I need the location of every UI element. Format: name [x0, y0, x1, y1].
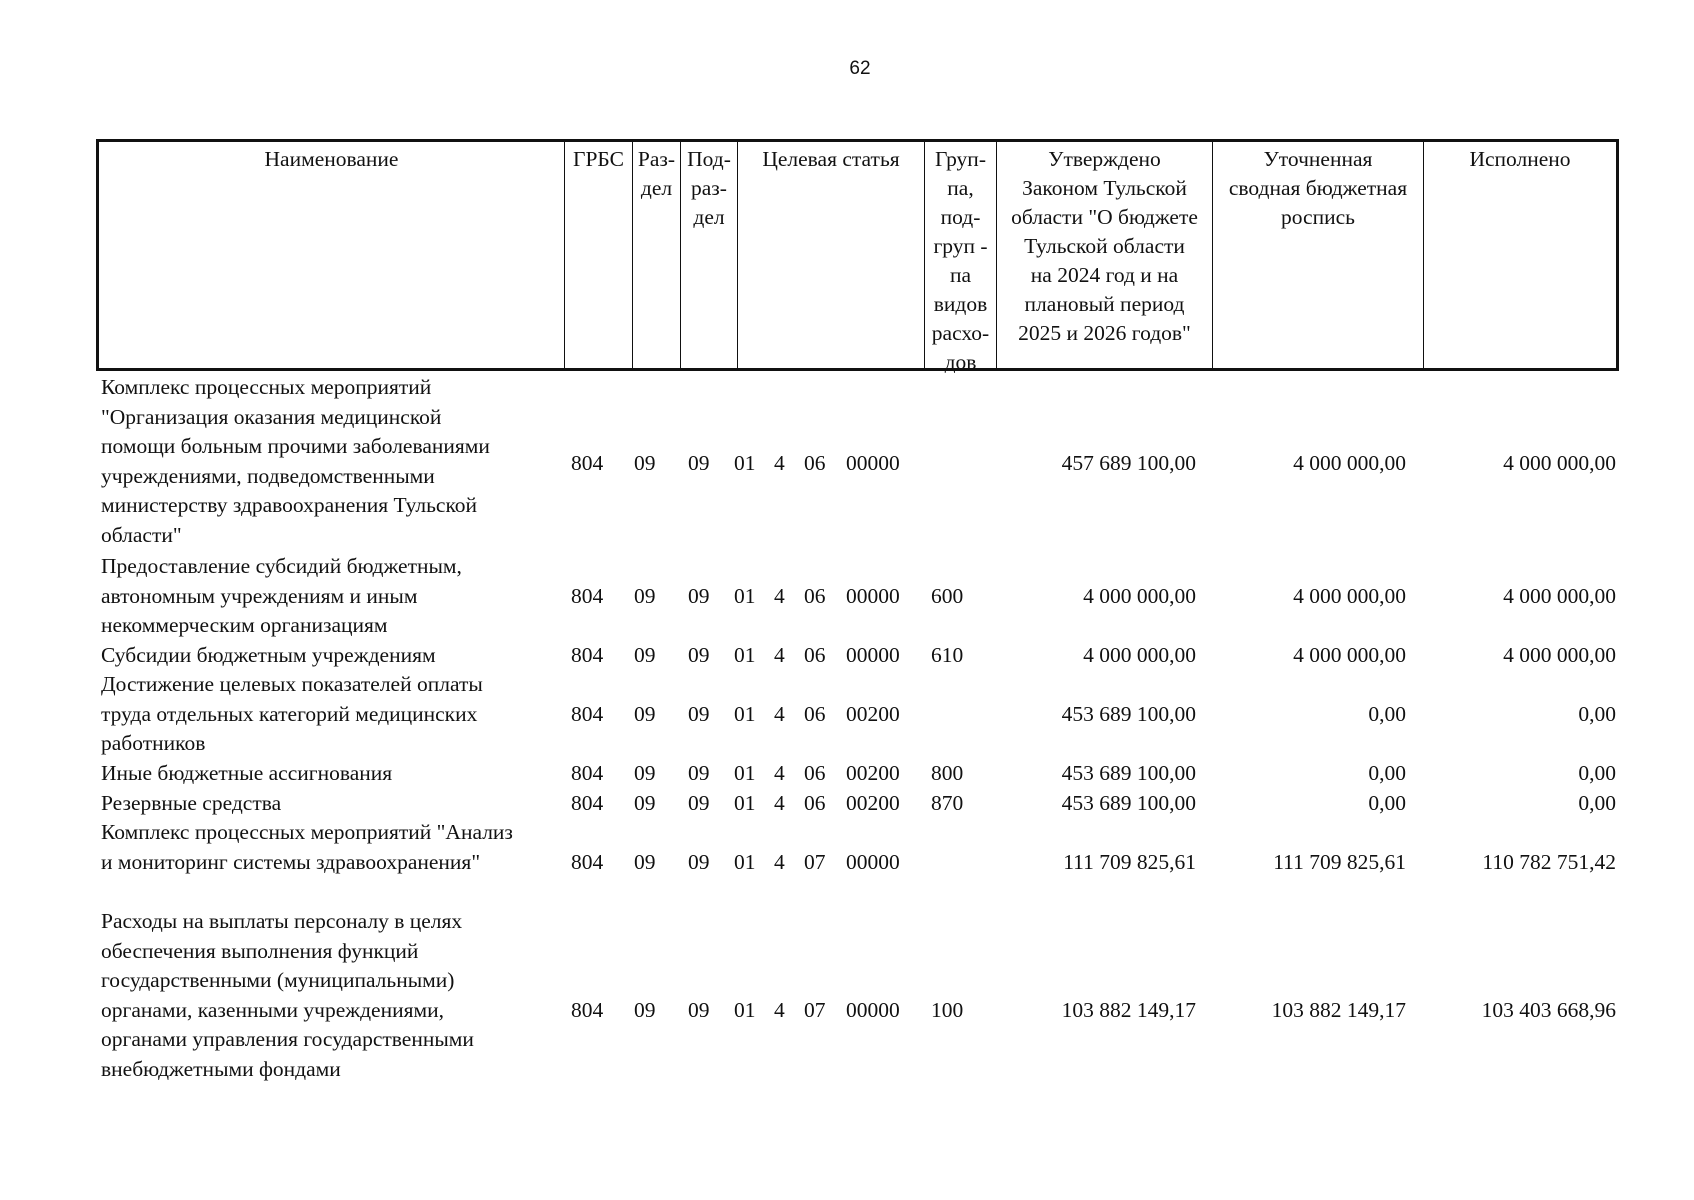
cell-razdel: 09	[634, 584, 656, 608]
cell-expense-type: 800	[931, 761, 964, 785]
cell-expense-type: 600	[931, 584, 964, 608]
cell-refined: 4 000 000,00	[1293, 451, 1406, 475]
cell-refined: 103 882 149,17	[1271, 998, 1406, 1022]
cell-target-direction: 00200	[846, 702, 900, 726]
cell-target-element: 06	[804, 643, 826, 667]
cell-target-direction: 00000	[846, 643, 900, 667]
cell-target-element: 07	[804, 998, 826, 1022]
cell-target-element: 06	[804, 451, 826, 475]
cell-refined: 4 000 000,00	[1293, 643, 1406, 667]
cell-target-type: 4	[774, 584, 785, 608]
header-executed: Исполнено	[1423, 142, 1616, 368]
cell-grbs: 804	[571, 702, 604, 726]
row-name: Комплекс процессных мероприятий "Анализ и мониторинг системы здравоохранения"	[101, 820, 513, 874]
cell-target-direction: 00200	[846, 791, 900, 815]
cell-target-type: 4	[774, 791, 785, 815]
cell-executed: 4 000 000,00	[1503, 451, 1616, 475]
cell-podrazdel: 09	[688, 761, 710, 785]
header-grbs: ГРБС	[564, 142, 632, 368]
cell-grbs: 804	[571, 761, 604, 785]
cell-razdel: 09	[634, 761, 656, 785]
cell-target-direction: 00200	[846, 761, 900, 785]
cell-target-element: 06	[804, 584, 826, 608]
cell-target-program: 01	[734, 702, 756, 726]
cell-grbs: 804	[571, 791, 604, 815]
cell-refined: 0,00	[1368, 761, 1406, 785]
cell-target-element: 06	[804, 761, 826, 785]
cell-grbs: 804	[571, 643, 604, 667]
table-header	[96, 139, 1619, 374]
cell-target-program: 01	[734, 791, 756, 815]
cell-razdel: 09	[634, 791, 656, 815]
cell-executed: 0,00	[1578, 791, 1616, 815]
cell-target-element: 06	[804, 791, 826, 815]
cell-expense-type: 870	[931, 791, 964, 815]
cell-target-direction: 00000	[846, 998, 900, 1022]
cell-target-type: 4	[774, 702, 785, 726]
cell-target-type: 4	[774, 761, 785, 785]
header-group: Груп- па, под- груп - па видов расхо- дов	[924, 142, 996, 368]
cell-executed: 4 000 000,00	[1503, 584, 1616, 608]
header-razdel: Раз- дел	[632, 142, 680, 368]
cell-executed: 103 403 668,96	[1481, 998, 1616, 1022]
cell-approved: 4 000 000,00	[1083, 584, 1196, 608]
cell-refined: 0,00	[1368, 702, 1406, 726]
cell-podrazdel: 09	[688, 702, 710, 726]
row-name: Субсидии бюджетным учреждениям	[101, 643, 436, 667]
cell-executed: 0,00	[1578, 761, 1616, 785]
cell-razdel: 09	[634, 850, 656, 874]
cell-target-type: 4	[774, 850, 785, 874]
cell-approved: 111 709 825,61	[1063, 850, 1196, 874]
cell-grbs: 804	[571, 998, 604, 1022]
header-target: Целевая статья	[737, 142, 924, 368]
cell-podrazdel: 09	[688, 791, 710, 815]
cell-target-type: 4	[774, 998, 785, 1022]
cell-refined: 111 709 825,61	[1273, 850, 1406, 874]
cell-grbs: 804	[571, 850, 604, 874]
row-name: Расходы на выплаты персоналу в целях обеспечения выполнения функций государственными (муниципальными) органами, казенными учреждениями, органами управления государственными внебюджетными фондами	[101, 909, 474, 1081]
cell-target-program: 01	[734, 451, 756, 475]
cell-grbs: 804	[571, 451, 604, 475]
cell-podrazdel: 09	[688, 584, 710, 608]
cell-executed: 0,00	[1578, 702, 1616, 726]
cell-podrazdel: 09	[688, 451, 710, 475]
cell-approved: 103 882 149,17	[1061, 998, 1196, 1022]
cell-expense-type: 610	[931, 643, 964, 667]
cell-executed: 110 782 751,42	[1482, 850, 1616, 874]
row-name: Иные бюджетные ассигнования	[101, 761, 393, 785]
cell-target-program: 01	[734, 850, 756, 874]
cell-refined: 0,00	[1368, 791, 1406, 815]
row-name: Предоставление субсидий бюджетным, автономным учреждениям и иным некоммерческим организациям	[101, 554, 462, 637]
cell-target-program: 01	[734, 643, 756, 667]
cell-target-program: 01	[734, 584, 756, 608]
cell-podrazdel: 09	[688, 643, 710, 667]
cell-target-direction: 00000	[846, 451, 900, 475]
cell-razdel: 09	[634, 702, 656, 726]
cell-target-direction: 00000	[846, 584, 900, 608]
row-name: Комплекс процессных мероприятий "Организация оказания медицинской помощи больным прочими заболеваниями учреждениями, подведомственными министерству здравоохранения Тульской области"	[101, 375, 490, 547]
cell-approved: 4 000 000,00	[1083, 643, 1196, 667]
header-refined: Уточненная сводная бюджетная роспись	[1212, 142, 1423, 368]
header-podrazdel: Под- раз- дел	[680, 142, 737, 368]
cell-expense-type: 100	[931, 998, 964, 1022]
cell-approved: 453 689 100,00	[1061, 761, 1196, 785]
cell-razdel: 09	[634, 451, 656, 475]
cell-grbs: 804	[571, 584, 604, 608]
header-name: Наименование	[264, 147, 399, 171]
cell-podrazdel: 09	[688, 850, 710, 874]
header-approved: Утверждено Законом Тульской области "О бюджете Тульской области на 2024 год и на плановый период 2025 и 2026 годов"	[996, 142, 1212, 368]
page-number: 62	[849, 58, 871, 79]
cell-podrazdel: 09	[688, 998, 710, 1022]
cell-target-direction: 00000	[846, 850, 900, 874]
cell-target-program: 01	[734, 761, 756, 785]
cell-target-element: 07	[804, 850, 826, 874]
cell-approved: 453 689 100,00	[1061, 791, 1196, 815]
cell-razdel: 09	[634, 998, 656, 1022]
cell-approved: 453 689 100,00	[1061, 702, 1196, 726]
cell-target-type: 4	[774, 643, 785, 667]
cell-target-element: 06	[804, 702, 826, 726]
cell-target-type: 4	[774, 451, 785, 475]
row-name: Резервные средства	[101, 791, 282, 815]
row-name: Достижение целевых показателей оплаты труда отдельных категорий медицинских работников	[101, 672, 483, 755]
cell-approved: 457 689 100,00	[1061, 451, 1196, 475]
cell-razdel: 09	[634, 643, 656, 667]
cell-target-program: 01	[734, 998, 756, 1022]
cell-executed: 4 000 000,00	[1503, 643, 1616, 667]
cell-refined: 4 000 000,00	[1293, 584, 1406, 608]
